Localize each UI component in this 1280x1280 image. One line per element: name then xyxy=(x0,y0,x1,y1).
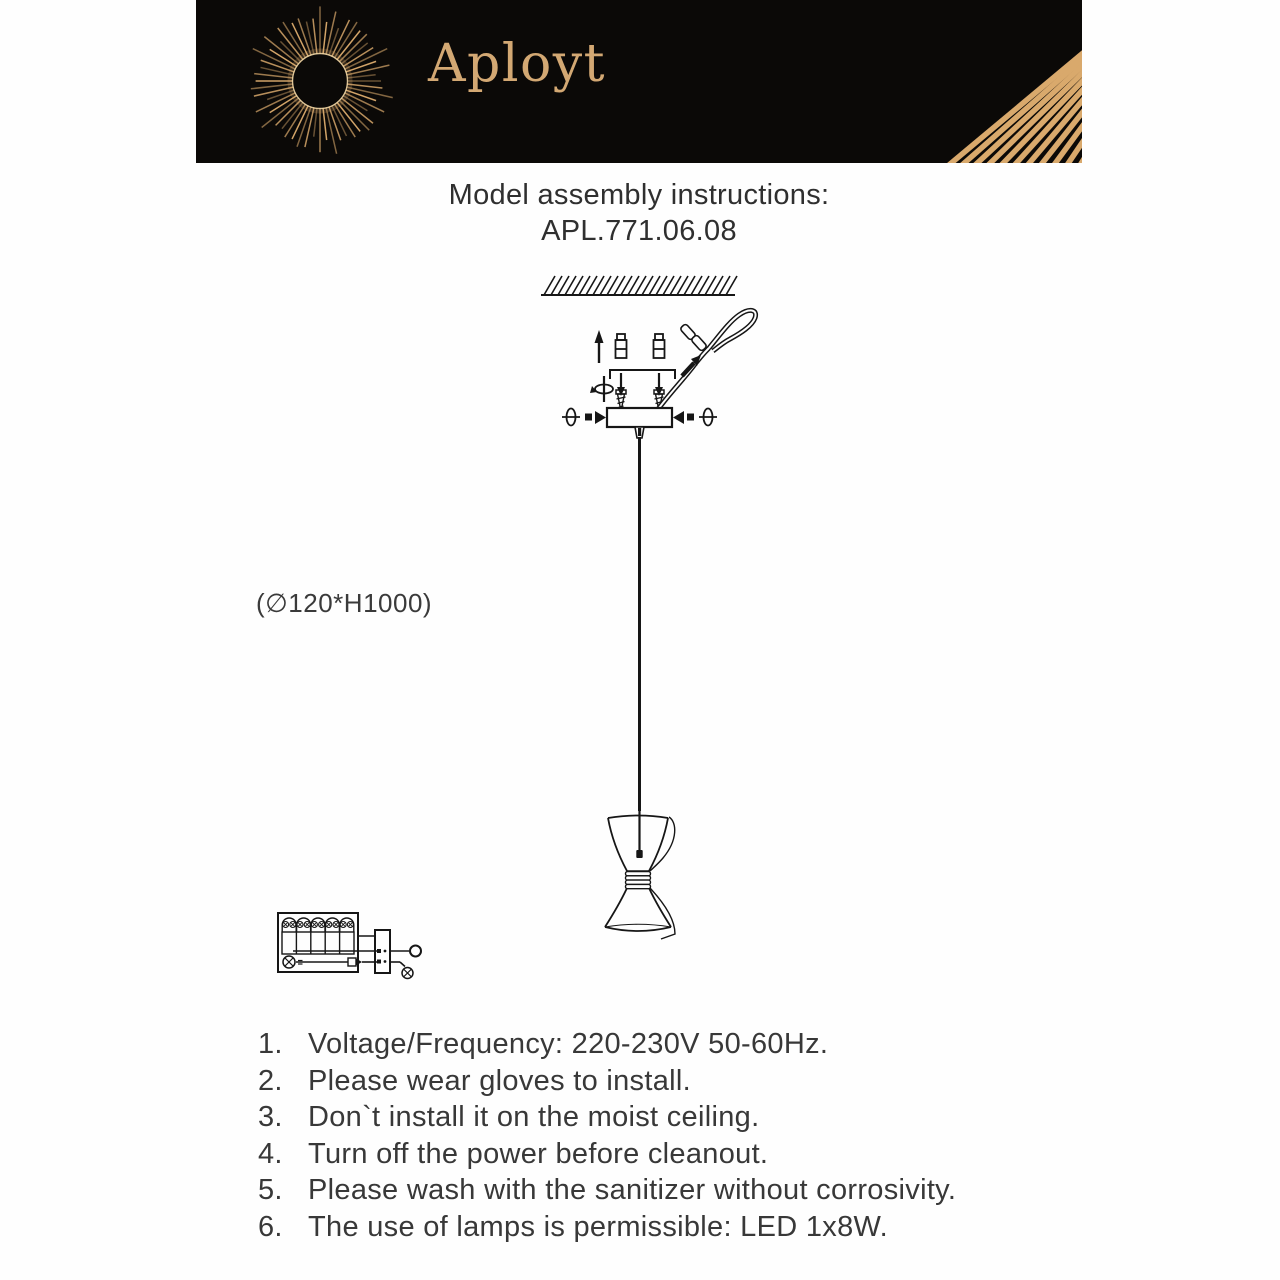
ray-fan-decoration-icon xyxy=(196,0,1082,163)
ceiling-hatch xyxy=(544,276,737,295)
ceiling-canopy xyxy=(607,408,672,427)
page-title: Model assembly instructions: xyxy=(448,179,830,211)
instruction-list xyxy=(250,1026,1060,1245)
mounting-hardware-diagram xyxy=(535,262,785,454)
pendant-shade-drawing xyxy=(591,808,691,943)
ring-terminal-icon xyxy=(410,946,421,957)
up-arrow-icon xyxy=(595,330,604,363)
dimension-label: (∅120*H1000) xyxy=(256,588,433,618)
wiring-diagram xyxy=(258,896,443,996)
wall-anchor-icon xyxy=(616,334,665,358)
item-number: 5. xyxy=(258,1174,283,1206)
brand-banner xyxy=(196,0,1082,163)
item-text: Please wash with the sanitizer without corrosivity. xyxy=(308,1174,957,1206)
list-item xyxy=(250,1026,1060,1063)
brand-wordmark: Aployt xyxy=(428,34,607,94)
item-number: 3. xyxy=(258,1101,283,1133)
item-number: 6. xyxy=(258,1210,283,1243)
item-number: 1. xyxy=(258,1028,283,1060)
suspension-cord xyxy=(638,437,640,811)
list-item xyxy=(250,1136,1060,1173)
power-wire xyxy=(659,310,756,408)
list-item xyxy=(250,1209,1060,1246)
model-number: APL.771.06.08 xyxy=(541,215,737,247)
list-item xyxy=(250,1099,1060,1136)
list-item xyxy=(250,1063,1060,1100)
side-screw-left-icon xyxy=(562,409,606,426)
item-text: Voltage/Frequency: 220-230V 50-60Hz. xyxy=(308,1028,829,1060)
screw-down-icon xyxy=(616,373,626,411)
list-item xyxy=(250,1172,1060,1209)
title-block xyxy=(196,177,1082,249)
mounting-screw-icon xyxy=(402,968,413,979)
item-text: Don`t install it on the moist ceiling. xyxy=(308,1101,760,1133)
item-text: The use of lamps is permissible: LED 1x8W. xyxy=(308,1210,888,1243)
screw-rotation-icon xyxy=(590,376,613,402)
side-screw-right-icon xyxy=(673,409,717,426)
item-number: 4. xyxy=(258,1137,283,1170)
item-text: Please wear gloves to install. xyxy=(308,1064,691,1097)
item-text: Turn off the power before cleanout. xyxy=(308,1137,769,1170)
terminal-row xyxy=(282,918,354,954)
item-number: 2. xyxy=(258,1064,283,1097)
mounting-bracket xyxy=(610,370,675,379)
